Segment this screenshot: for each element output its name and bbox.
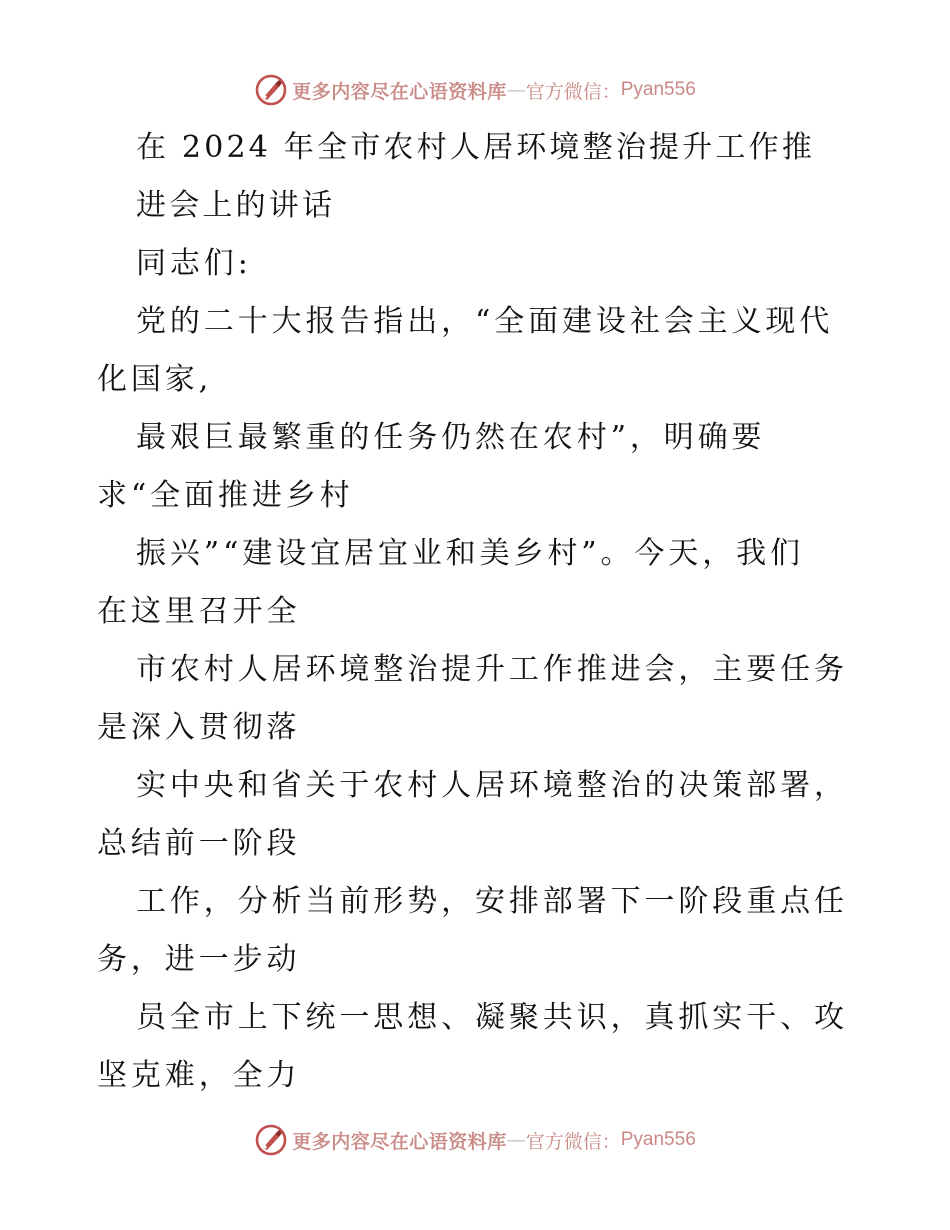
salutation: 同志们:	[136, 246, 252, 281]
paragraph-line: 振兴”“建设宜居宜业和美乡村”。今天，我们	[136, 536, 804, 571]
watermark-brand: 更多内容尽在心语资料库	[292, 1130, 507, 1153]
paragraph-line: 求“全面推进乡村	[97, 478, 354, 513]
footer-watermark	[0, 1120, 950, 1160]
watermark-wechat-id: Pyan556	[620, 1129, 696, 1150]
watermark-brand: 更多内容尽在心语资料库	[292, 80, 507, 103]
paragraph-line: 工作，分析当前形势，安排部署下一阶段重点任	[136, 884, 848, 919]
watermark-separator: —	[506, 79, 526, 101]
watermark-wechat-id: Pyan556	[620, 79, 696, 100]
watermark-wechat-label: 官方微信：	[525, 1130, 621, 1153]
document-title-line-1: 在 2024 年全市农村人居环境整治提升工作推	[136, 130, 816, 165]
paragraph-line: 员全市上下统一思想、凝聚共识，真抓实干、攻	[136, 1000, 848, 1035]
paragraph-line: 市农村人居环境整治提升工作推进会，主要任务	[136, 652, 848, 687]
paragraph-line: 在这里召开全	[97, 594, 301, 629]
header-watermark	[0, 70, 950, 110]
paragraph-line: 坚克难，全力	[97, 1058, 301, 1093]
watermark-separator: —	[506, 1129, 526, 1151]
paragraph-line: 党的二十大报告指出，“全面建设社会主义现代	[136, 304, 834, 339]
pen-logo-icon	[254, 1123, 288, 1157]
watermark-wechat-label: 官方微信：	[525, 80, 621, 103]
paragraph-line: 总结前一阶段	[97, 826, 301, 861]
paragraph-line: 是深入贯彻落	[97, 710, 301, 745]
paragraph-line: 务，进一步动	[97, 942, 301, 977]
paragraph-line: 最艰巨最繁重的任务仍然在农村”，明确要	[136, 420, 766, 455]
pen-logo-icon	[254, 73, 288, 107]
document-title-line-2: 进会上的讲话	[136, 188, 336, 223]
paragraph-line: 实中央和省关于农村人居环境整治的决策部署，	[136, 768, 848, 803]
paragraph-line: 化国家,	[97, 362, 213, 397]
